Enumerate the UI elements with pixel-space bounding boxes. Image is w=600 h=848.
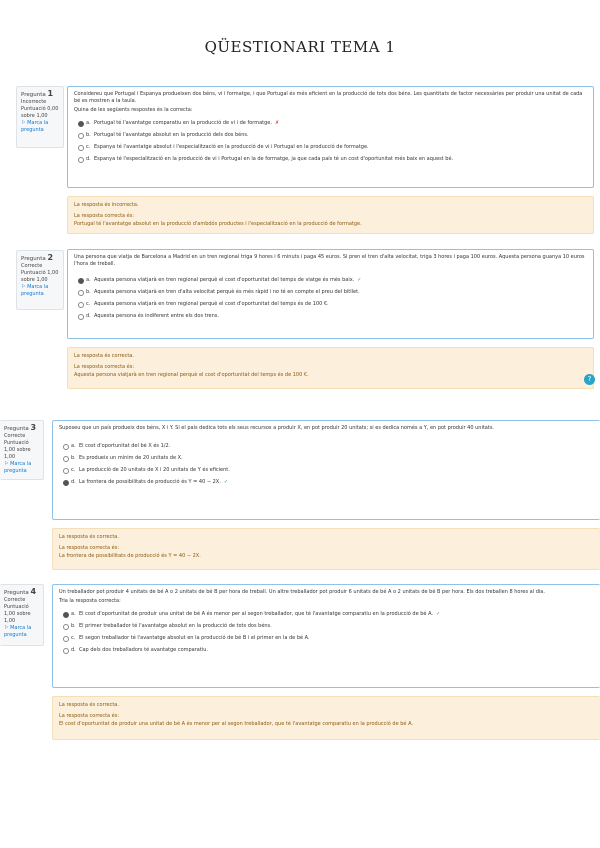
feedback-status: La resposta és correcta. [59,702,119,708]
option-text: El segon treballador té l'avantatge absolut en la producció de bé B i el primer en la de bé A. [79,635,310,641]
feedback-status: La resposta és correcta. [59,534,119,540]
question-score: Puntuació 0,00 sobre 1,00 [21,106,59,119]
radio-button[interactable] [63,456,69,462]
flag-question-link[interactable]: ⚐ Marca la pregunta [4,625,32,638]
flag-icon: ⚐ [4,461,9,467]
question-status: Correcte [21,263,43,269]
option-text: Aquesta persona viatjarà en tren regional perquè el cost d'oportunitat del temps de viatge és més baix. [94,277,355,283]
answer-option[interactable]: c. La producció de 20 unitats de X i 20 unitats de Y és eficient. [59,464,594,476]
answer-option[interactable]: b. Es produeix un mínim de 20 unitats de X. [59,452,594,464]
radio-button[interactable] [78,290,84,296]
check-icon: ✓ [436,611,441,617]
answer-option[interactable]: a. El cost d'oportunitat de produir una unitat de bé A és menor per al segon treballador, que té l'avantatge comparatiu en la producció de bé A. ✓ [59,608,594,620]
radio-button[interactable] [63,468,69,474]
feedback-answer: Portugal té l'avantatge absolut en la producció d'ambdós productes i l'especialització en la producció de formatge. [74,221,362,227]
question-number: Pregunta 2 [21,253,54,262]
question-number: Pregunta 1 [21,89,54,98]
question-status: Incorrecte [21,99,47,105]
option-text: Aquesta persona viatjarà en tren d'alta velocitat perquè és més ràpid i no té en compte el preu del bitllet. [94,289,360,295]
question-prompt: Quina de les següents respostes és la correcta: [74,107,193,113]
flag-question-link[interactable]: ⚐ Marca la pregunta [21,284,49,297]
answer-option[interactable]: a. Aquesta persona viatjarà en tren regional perquè el cost d'oportunitat del temps de viatge és més baix. ✓ [74,274,587,286]
answer-option[interactable]: b. Aquesta persona viatjarà en tren d'alta velocitat perquè és més ràpid i no té en compte el preu del bitllet. [74,286,587,298]
option-text: Espanya té l'especialització en la producció de vi i Portugal en la de formatge, ja que cada país té un cost d'oportunitat més baix en aquest bé. [94,156,454,162]
help-button[interactable]: ? [584,374,595,385]
radio-button[interactable] [78,314,84,320]
answer-option[interactable]: b. Portugal té l'avantatge absolut en la producció dels dos béns. [74,129,587,141]
radio-button[interactable] [63,480,69,486]
option-text: Aquesta persona és indiferent entre els dos trens. [94,313,219,319]
radio-button[interactable] [78,145,84,151]
option-text: Cap dels dos treballadors té avantatge comparatiu. [79,647,208,653]
option-text: La producció de 20 unitats de X i 20 unitats de Y és eficient. [79,467,230,473]
feedback-answer: La frontera de possibilitats de producció és Y = 40 − 2X. [59,553,201,559]
question-info [0,584,44,646]
radio-button[interactable] [63,444,69,450]
option-text: Espanya té l'avantatge absolut i l'especialització en la producció de vi i Portugal en la producció de formatge. [94,144,369,150]
question-content [52,584,600,688]
radio-button[interactable] [78,121,84,127]
feedback-title: La resposta correcta és: [59,545,120,551]
question-text: Una persona que viatja de Barcelona a Madrid en un tren regional triga 9 hores i 6 minuts i paga 45 euros. Si pren el tren d'alta velocitat, triga 3 hores i paga 100 euros. Aquesta persona guanya 10 euros l'hora de treball. [74,254,585,267]
radio-button[interactable] [63,612,69,618]
option-text: Portugal té l'avantatge absolut en la producció dels dos béns. [94,132,249,138]
feedback-title: La resposta correcta és: [74,364,135,370]
answer-option[interactable]: b. El primer treballador té l'avantatge absolut en la producció de tots dos béns. [59,620,594,632]
option-text: Es produeix un mínim de 20 unitats de X. [79,455,183,461]
flag-icon: ⚐ [21,284,26,290]
option-text: La frontera de possibilitats de producció és Y = 40 − 2X. [79,479,221,485]
question-score: Puntuació 1,00 sobre 1,00 [4,440,31,460]
answer-option[interactable]: a. Portugal té l'avantatge comparatiu en la producció de vi i de formatge. ✗ [74,117,587,129]
question-info [16,86,64,148]
question-info [16,250,64,310]
feedback-box [52,528,600,570]
question-prompt: Tria la resposta correcta: [59,598,121,604]
question-content [67,86,594,188]
option-text: El cost d'oportunitat del bé X és 1/2. [79,443,171,449]
radio-button[interactable] [63,624,69,630]
question-number: Pregunta 3 [4,423,37,432]
option-text: Portugal té l'avantatge comparatiu en la producció de vi i de formatge. [94,120,272,126]
answer-option[interactable]: a. El cost d'oportunitat del bé X és 1/2. [59,440,594,452]
flag-icon: ⚐ [21,120,26,126]
radio-button[interactable] [63,648,69,654]
question-content [67,249,594,339]
question-content [52,420,600,520]
feedback-box [52,696,600,740]
question-status: Correcte [4,433,26,439]
answer-option[interactable]: d. Espanya té l'especialització en la producció de vi i Portugal en la de formatge, ja que cada país té un cost d'oportunitat més baix en aquest bé. [74,153,587,165]
option-text: El cost d'oportunitat de produir una unitat de bé A és menor per al segon treballador, que té l'avantatge comparatiu en la producció de bé A. [79,611,434,617]
question-text: Considereu que Portugal i Espanya produeixen dos béns, vi i formatge, i que Portugal és més eficient en la producció de tots dos béns. Les quantitats de factor necessàries per produir una unitat de cada bé es mostren a la taula. [74,91,583,104]
feedback-box [67,347,594,389]
feedback-title: La resposta correcta és: [74,213,135,219]
answer-option[interactable]: c. Espanya té l'avantatge absolut i l'especialització en la producció de vi i Portugal en la producció de formatge. [74,141,587,153]
answer-option[interactable]: d. La frontera de possibilitats de producció és Y = 40 − 2X. ✓ [59,476,594,488]
check-icon: ✓ [357,277,362,283]
page-title: QÜESTIONARI TEMA 1 [204,38,396,56]
answer-option[interactable]: c. El segon treballador té l'avantatge absolut en la producció de bé B i el primer en la de bé A. [59,632,594,644]
question-text: Un treballador pot produir 4 unitats de bé A o 2 unitats de bé B per hora de treball. Un altre treballador pot produir 6 unitats de bé A o 2 unitats de bé B per hora. Els dos treballen 8 hores al dia. [59,589,545,595]
question-text: Suposeu que un país produeix dos béns, X i Y. Si el país dedica tots els seus recursos a produir X, en pot produir 20 unitats; si es dedica només a Y, en pot produir 40 unitats. [59,425,495,431]
answer-option[interactable]: d. Cap dels dos treballadors té avantatge comparatiu. [59,644,594,656]
feedback-status: La resposta és correcta. [74,353,134,359]
answer-option[interactable]: d. Aquesta persona és indiferent entre els dos trens. [74,310,587,322]
radio-button[interactable] [78,157,84,163]
radio-button[interactable] [63,636,69,642]
feedback-status: La resposta és incorrecta. [74,202,139,208]
radio-button[interactable] [78,302,84,308]
flag-question-link[interactable]: ⚐ Marca la pregunta [4,461,32,474]
option-text: Aquesta persona viatjarà en tren regional perquè el cost d'oportunitat del temps és de 100 €. [94,301,329,307]
check-icon: ✓ [223,479,229,485]
question-number: Pregunta 4 [4,587,37,596]
feedback-answer: Aquesta persona viatjarà en tren regional perquè el cost d'oportunitat del temps és de 100 €. [74,372,309,378]
flag-question-link[interactable]: ⚐ Marca la pregunta [21,120,49,133]
option-text: El primer treballador té l'avantatge absolut en la producció de tots dos béns. [79,623,272,629]
question-score: Puntuació 1,00 sobre 1,00 [21,270,59,283]
flag-icon: ⚐ [4,625,9,631]
radio-button[interactable] [78,278,84,284]
answer-option[interactable]: c. Aquesta persona viatjarà en tren regional perquè el cost d'oportunitat del temps és de 100 €. [74,298,587,310]
feedback-box [67,196,594,234]
feedback-title: La resposta correcta és: [59,713,120,719]
question-status: Correcte [4,597,26,603]
cross-icon: ✗ [274,120,280,126]
feedback-answer: El cost d'oportunitat de produir una unitat de bé A és menor per al segon treballador, que té l'avantatge comparatiu en la producció de bé A. [59,721,414,727]
question-score: Puntuació 1,00 sobre 1,00 [4,604,31,624]
radio-button[interactable] [78,133,84,139]
question-info [0,420,44,480]
